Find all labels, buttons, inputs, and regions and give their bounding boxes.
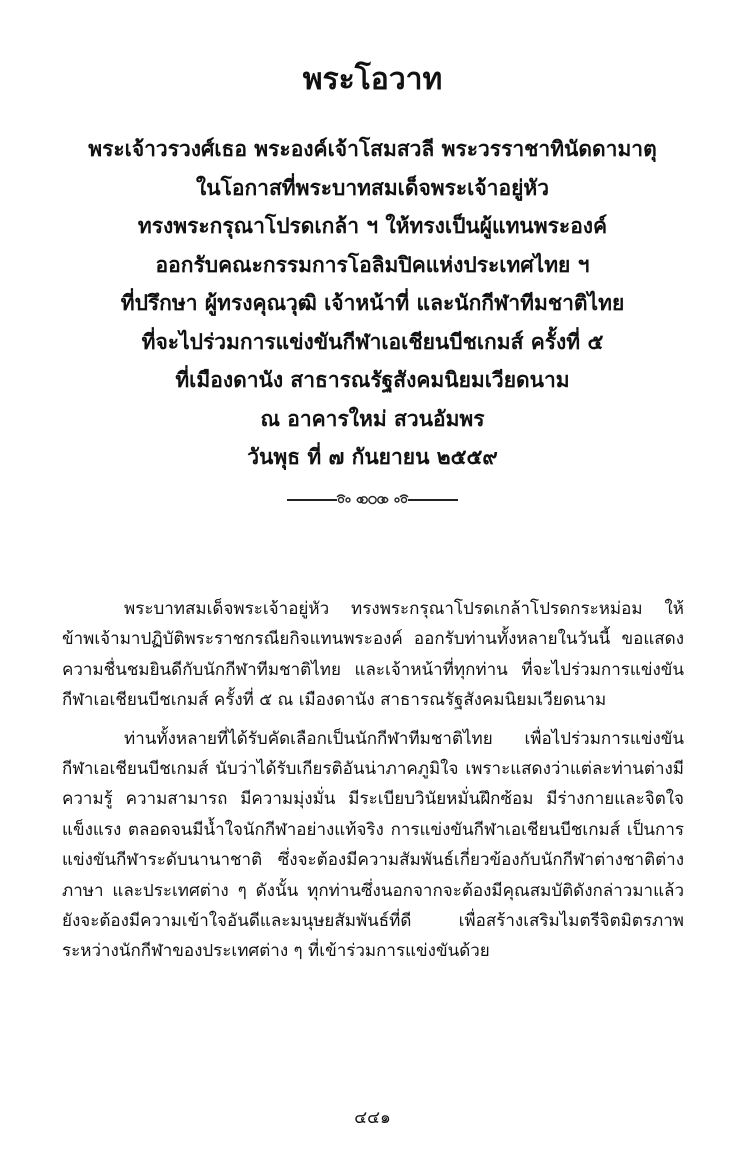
header-block xyxy=(0,130,745,477)
header-line: ที่ปรึกษา ผู้ทรงคุณวุฒิ เจ้าหน้าที่ และนักกีฬาทีมชาติไทย xyxy=(120,290,625,315)
header-line: วันพุธ ที่ ๗ กันยายน ๒๕๕๙ xyxy=(247,444,498,469)
header-line: ณ อาคารใหม่ สวนอัมพร xyxy=(260,405,485,431)
divider-flourish-icon xyxy=(285,489,460,511)
header-line: ออกรับคณะกรรมการโอลิมปิคแห่งประเทศไทย ฯ xyxy=(155,251,590,277)
body-text xyxy=(62,594,684,967)
header-line: ที่เมืองดานัง สาธารณรัฐสังคมนิยมเวียดนาม xyxy=(175,367,570,392)
header-line: พระเจ้าวรวงศ์เธอ พระองค์เจ้าโสมสวลี พระวรราชาทินัดดามาตุ xyxy=(88,136,657,161)
header-line: ทรงพระกรุณาโปรดเกล้า ฯ ให้ทรงเป็นผู้แทนพระองค์ xyxy=(137,213,608,238)
paragraph: พระบาทสมเด็จพระเจ้าอยู่หัว ทรงพระกรุณาโปรดเกล้าโปรดกระหม่อม ให้ข้าพเจ้ามาปฏิบัติพระราชกรณียกิจแทนพระองค์ ออกรับท่านทั้งหลายในวันนี้ ขอแสดงความชื่นชมยินดีกับนักกีฬาทีมชาติไทย และเจ้าหน้าที่ทุกท่าน ที่จะไปร่วมการแข่งขันกีฬาเอเชียนบีชเกมส์ ครั้งที่ ๕ ณ เมืองดานัง สาธารณรัฐสังคมนิยมเวียดนาม xyxy=(62,599,684,711)
header-line: ที่จะไปร่วมการแข่งขันกีฬาเอเชียนบีชเกมส์ ครั้งที่ ๕ xyxy=(141,328,604,354)
page-number: ๔๔๑ xyxy=(354,1108,391,1128)
document-title: พระโอวาท xyxy=(302,62,443,97)
header-line: ในโอกาสที่พระบาทสมเด็จพระเจ้าอยู่หัว xyxy=(195,174,550,200)
paragraph: ท่านทั้งหลายที่ได้รับคัดเลือกเป็นนักกีฬาทีมชาติไทย เพื่อไปร่วมการแข่งขันกีฬาเอเชียนบีชเกมส์ นับว่าได้รับเกียรติอันน่าภาคภูมิใจ เพราะแสดงว่าแต่ละท่านต่างมีความรู้ ความสามารถ มีความมุ่งมั่น มีระเบียบวินัยหมั่นฝึกซ้อม มีร่างกายและจิตใจแข็งแรง ตลอดจนมีน้ำใจนักกีฬาอย่างแท้จริง การแข่งขันกีฬาเอเชียนบีชเกมส์ เป็นการแข่งขันกีฬาระดับนานาชาติ ซึ่งจะต้องมีความสัมพันธ์เกี่ยวข้องกับนักกีฬาต่างชาติต่างภาษา และประเทศต่าง ๆ ดังนั้น ทุกท่านซึ่งนอกจากจะต้องมีคุณสมบัติดังกล่าวมาแล้ว ยังจะต้องมีความเข้าใจอันดีและมนุษยสัมพันธ์ที่ดี เพื่อสร้างเสริมไมตรีจิตมิตรภาพ ระหว่างนักกีฬาของประเทศต่าง ๆ ที่เข้าร่วมการแข่งขันด้วย xyxy=(62,728,684,962)
